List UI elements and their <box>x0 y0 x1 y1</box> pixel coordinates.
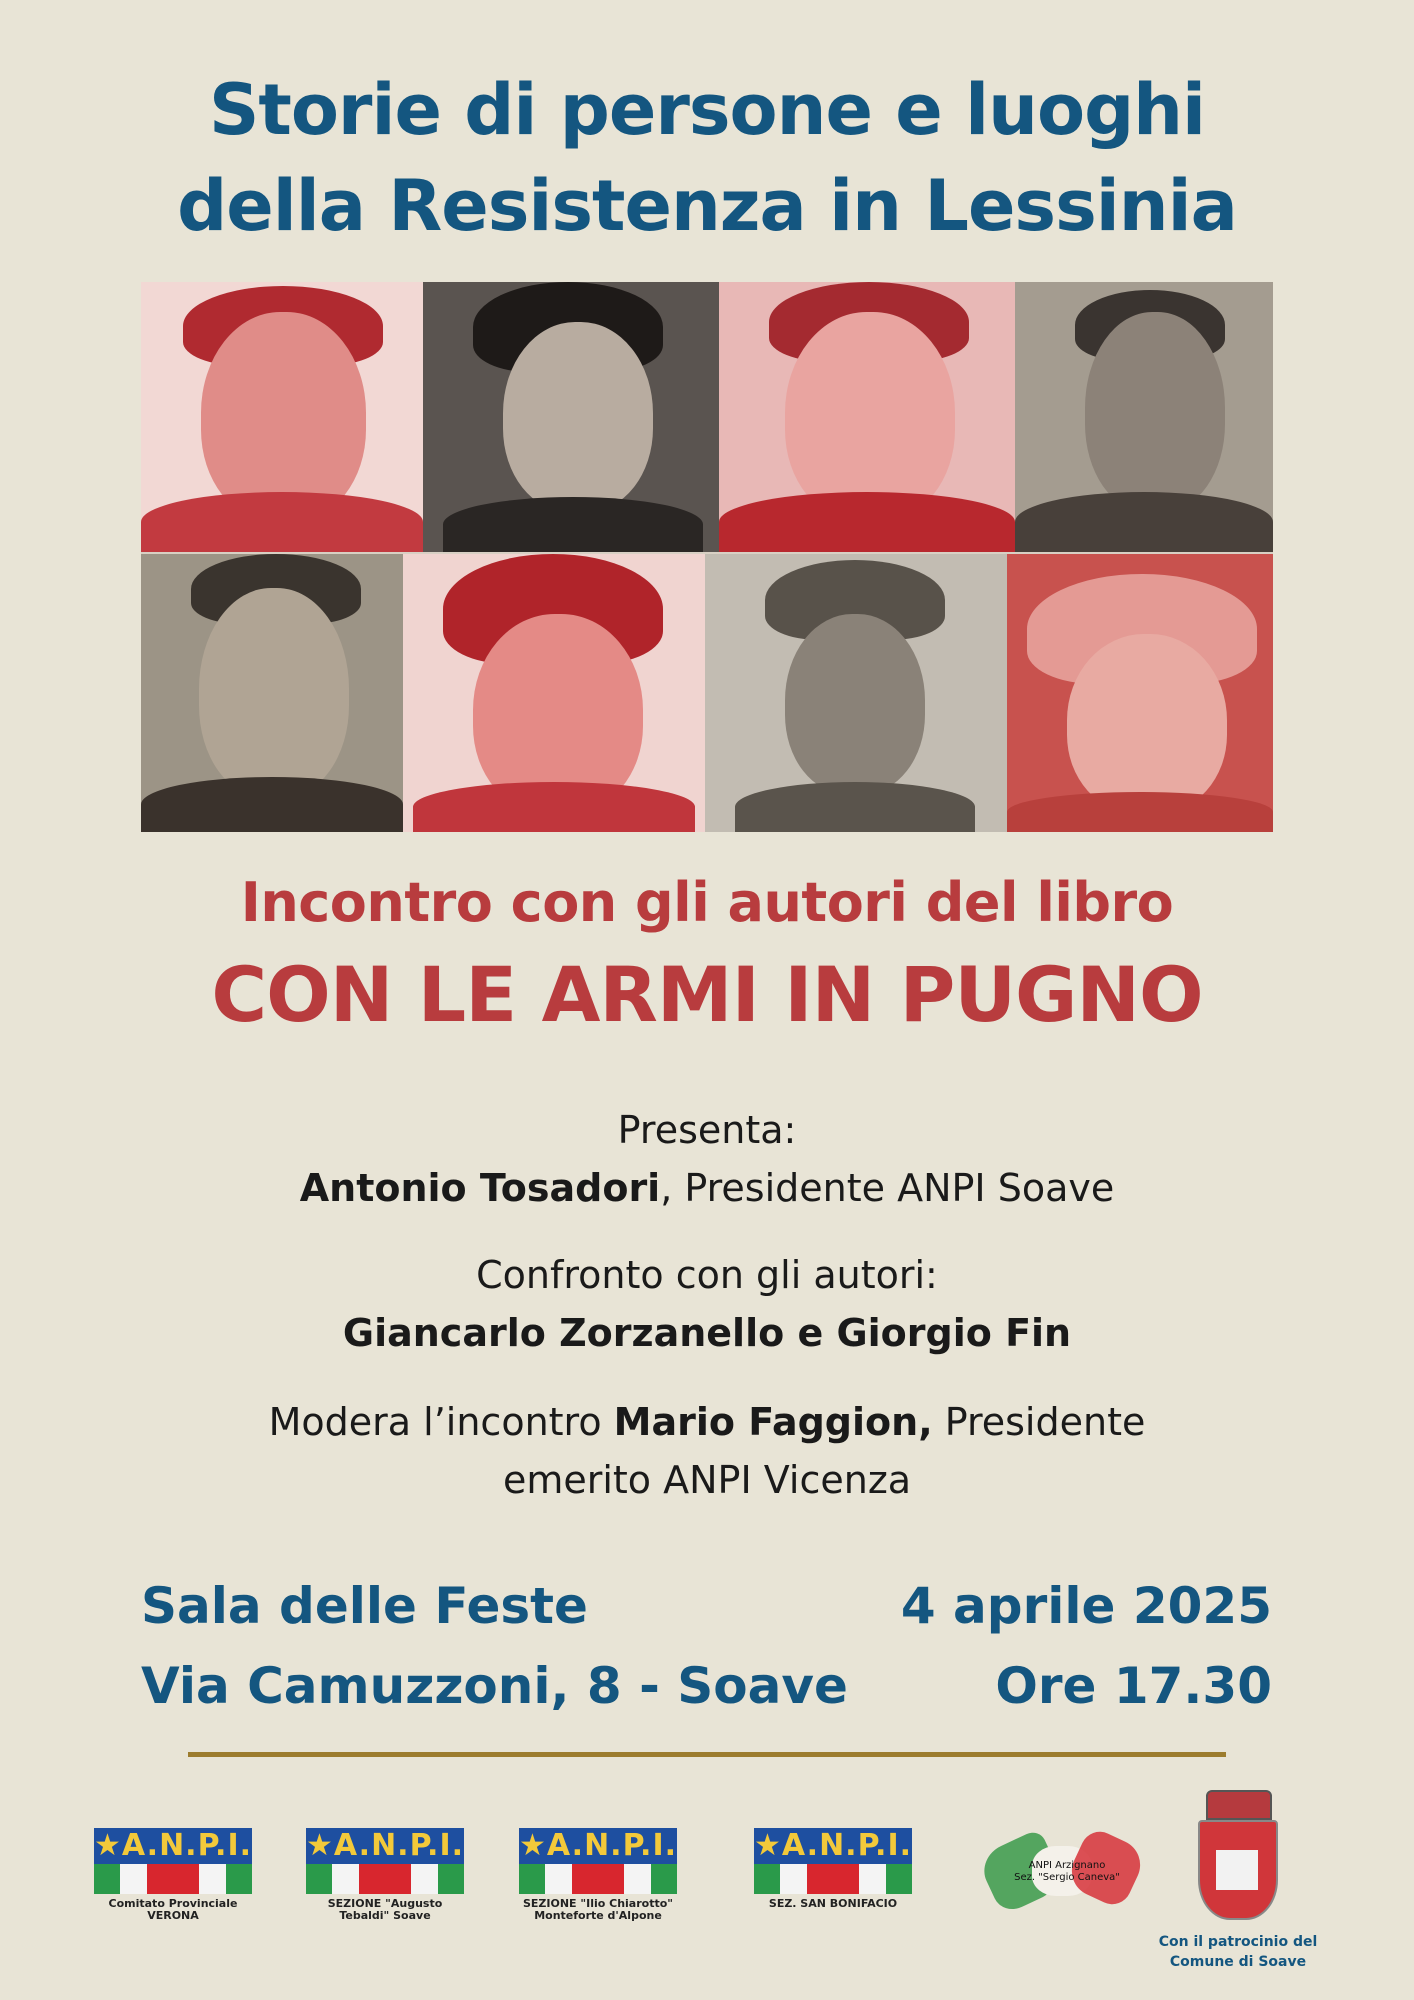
portrait-photo-6 <box>403 554 705 832</box>
anpi-logo-text: ★A.N.P.I. <box>519 1828 678 1863</box>
datetime-block <box>901 1566 1272 1726</box>
italian-flag-icon <box>306 1864 464 1894</box>
poster-title <box>0 62 1414 254</box>
authors-label: Confronto con gli autori: <box>476 1253 938 1297</box>
event-subtitle: Incontro con gli autori del libro <box>240 871 1174 934</box>
portrait-photo-3 <box>719 282 1015 552</box>
arzignano-line-1: ANPI Arzignano <box>1028 1860 1106 1871</box>
anpi-monteforte-logo <box>519 1828 678 1922</box>
event-date: 4 aprile 2025 <box>900 1577 1272 1635</box>
divider-line <box>188 1752 1226 1757</box>
anpi-logo-caption: SEZIONE "Ilio Chiarotto" Monteforte d'Alpone <box>522 1897 674 1922</box>
presenter-name: Antonio Tosadori <box>299 1166 661 1210</box>
presenter-label: Presenta: <box>617 1108 797 1152</box>
moderator-name: Mario Faggion, <box>613 1400 933 1444</box>
soave-coat-of-arms-icon <box>1192 1790 1282 1920</box>
authors-names: Giancarlo Zorzanello e Giorgio Fin <box>342 1311 1072 1355</box>
title-line-2: della Resistenza in Lessinia <box>177 165 1237 247</box>
anpi-logo-caption: SEZ. SAN BONIFACIO <box>768 1897 898 1910</box>
moderator-role: Presidente <box>932 1400 1146 1444</box>
anpi-san-bonifacio-logo <box>754 1828 913 1910</box>
arzignano-line-2: Sez. "Sergio Caneva" <box>1014 1872 1120 1883</box>
anpi-logo-caption: Comitato Provinciale VERONA <box>108 1897 238 1922</box>
arzignano-logo-text <box>1012 1860 1122 1884</box>
title-line-1: Storie di persone e luoghi <box>208 69 1206 151</box>
portrait-grid <box>141 282 1273 832</box>
portrait-photo-7 <box>705 554 1007 832</box>
anpi-logo-text: ★A.N.P.I. <box>94 1828 253 1863</box>
italian-flag-icon <box>754 1864 912 1894</box>
anpi-logo-caption: SEZIONE "Augusto Tebaldi" Soave <box>327 1897 443 1922</box>
anpi-soave-logo <box>306 1828 465 1922</box>
patronage-caption <box>1148 1932 1328 1972</box>
presenter-block <box>0 1101 1414 1217</box>
portrait-photo-5 <box>141 554 403 832</box>
portrait-photo-2 <box>423 282 719 552</box>
italian-flag-icon <box>519 1864 677 1894</box>
event-time: Ore 17.30 <box>995 1657 1272 1715</box>
presenter-role: , Presidente ANPI Soave <box>660 1166 1115 1210</box>
anpi-verona-logo <box>94 1828 253 1922</box>
moderator-prefix: Modera l’incontro <box>268 1400 614 1444</box>
authors-block <box>0 1246 1414 1362</box>
venue-address: Via Camuzzoni, 8 - Soave <box>141 1657 848 1715</box>
moderator-role-line2: emerito ANPI Vicenza <box>502 1458 912 1502</box>
anpi-logo-text: ★A.N.P.I. <box>754 1828 913 1863</box>
italian-flag-icon <box>94 1864 252 1894</box>
moderator-block <box>0 1393 1414 1509</box>
book-title: CON LE ARMI IN PUGNO <box>211 950 1203 1039</box>
portrait-photo-1 <box>141 282 423 552</box>
portrait-photo-4 <box>1015 282 1273 552</box>
anpi-logo-text: ★A.N.P.I. <box>306 1828 465 1863</box>
venue-block <box>141 1566 848 1726</box>
patronage-line-1: Con il patrocinio del <box>1158 1934 1318 1950</box>
portrait-photo-8 <box>1007 554 1273 832</box>
anpi-arzignano-logo <box>982 1826 1142 1912</box>
venue-place: Sala delle Feste <box>141 1577 588 1635</box>
patronage-line-2: Comune di Soave <box>1169 1954 1307 1970</box>
